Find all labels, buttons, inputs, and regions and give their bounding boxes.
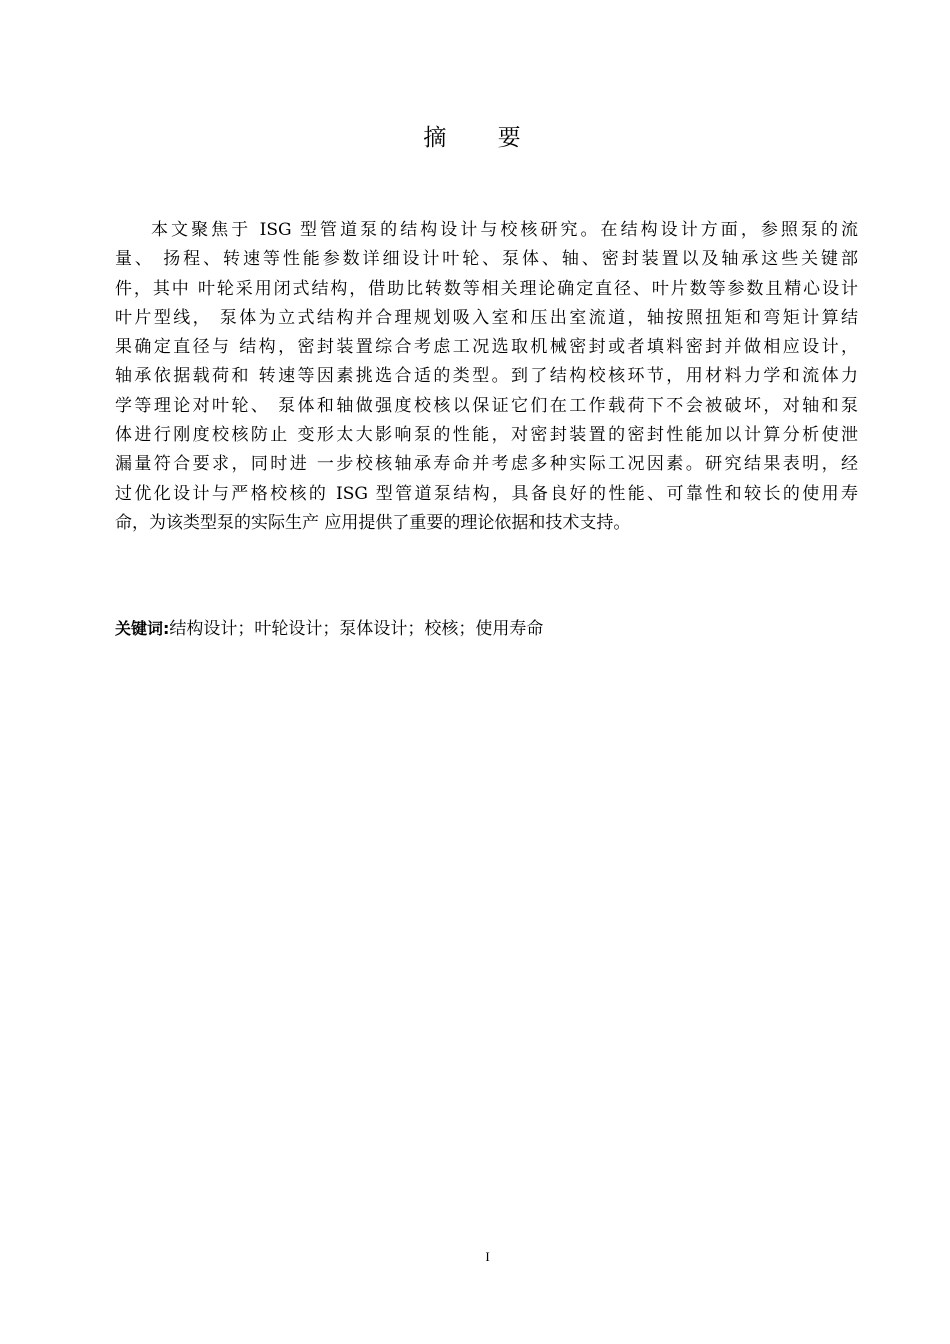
abstract-paragraph [115, 216, 858, 538]
abstract-line: 件，其中 叶轮采用闭式结构，借助比转数等相关理论确定直径、叶片数等参数且精心设计 [115, 278, 858, 299]
keywords-label: 关键词: [115, 619, 170, 638]
page-title: 摘 要 [423, 125, 543, 151]
abstract-line: 学等理论对叶轮、 泵体和轴做强度校核以保证它们在工作载荷下不会被破坏，对轴和泵 [115, 395, 858, 416]
abstract-line: 过优化设计与严格校核的 ISG 型管道泵结构，具备良好的性能、可靠性和较长的使用寿 [115, 483, 858, 504]
keywords-line [115, 614, 543, 644]
abstract-line: 果确定直径与 结构，密封装置综合考虑工况选取机械密封或者填料密封并做相应设计， [115, 337, 858, 358]
abstract-line: 命，为该类型泵的实际生产 应用提供了重要的理论依据和技术支持。 [115, 512, 631, 533]
page-number: I [485, 1249, 490, 1264]
abstract-line: 叶片型线， 泵体为立式结构并合理规划吸入室和压出室流道，轴按照扭矩和弯矩计算结 [115, 307, 858, 328]
abstract-line: 量、 扬程、转速等性能参数详细设计叶轮、泵体、轴、密封装置以及轴承这些关键部 [115, 249, 858, 270]
abstract-line: 体进行刚度校核防止 变形太大影响泵的性能，对密封装置的密封性能加以计算分析使泄 [115, 425, 858, 446]
abstract-line: 漏量符合要求，同时进 一步校核轴承寿命并考虑多种实际工况因素。研究结果表明，经 [115, 454, 858, 475]
keywords-value: 结构设计；叶轮设计；泵体设计；校核；使用寿命 [169, 619, 544, 639]
abstract-line: 本文聚焦于 ISG 型管道泵的结构设计与校核研究。在结构设计方面，参照泵的流 [151, 220, 858, 240]
abstract-line: 轴承依据载荷和 转速等因素挑选合适的类型。到了结构校核环节，用材料力学和流体力 [115, 366, 858, 387]
abstract-body [115, 216, 858, 538]
